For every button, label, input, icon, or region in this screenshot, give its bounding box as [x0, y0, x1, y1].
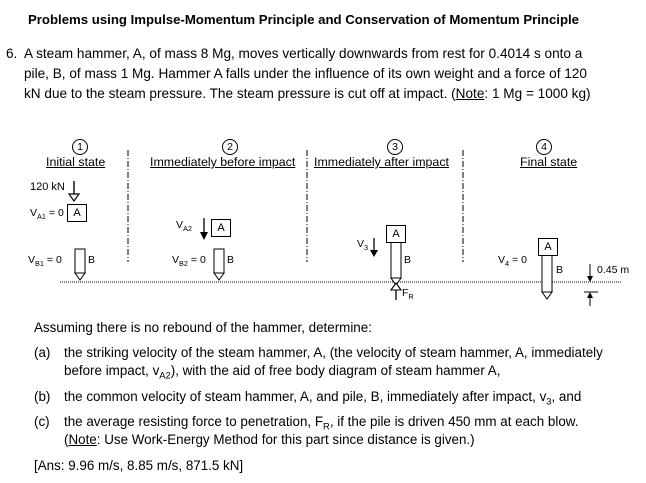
pile-b-label-state3: B: [404, 254, 412, 266]
answer-line: [Ans: 9.96 m/s, 8.85 m/s, 871.5 kN]: [34, 458, 244, 473]
question-b-line: the common velocity of steam hammer, A, and pile, B, immediately after impact, $v_3$, and: [64, 389, 582, 407]
question-a-line-1: the striking velocity of the steam hammer, A, (the velocity of steam hammer, A, immediately: [64, 345, 603, 360]
hammer-a-state2: A: [211, 219, 231, 237]
pile-b-state4: [542, 255, 552, 299]
state-1-number: 1: [72, 139, 88, 155]
velocity-arrow-va2: [200, 218, 208, 240]
question-c-line-1: the average resisting force to penetration, $F_R$, if the pile is driven 450 mm at each blow.: [64, 414, 579, 432]
problem-line-3-text: kN due to the steam pressure. The steam pressure is cut off at impact. (: [24, 86, 456, 101]
question-a-line-2: before impact, $v_{A2}$), with the aid of free body diagram of steam hammer A,: [64, 363, 501, 381]
force-120kn-label: 120 kN: [30, 181, 65, 193]
v4-label: $V_4 = 0$: [498, 254, 527, 269]
pile-b-state2: [214, 249, 224, 280]
velocity-arrow-v3: [370, 238, 378, 257]
problem-line-1: A steam hammer, A, of mass 8 Mg, moves vertically downwards from rest for 0.4014 s onto a: [24, 46, 583, 61]
fr-label: $F_R$: [402, 287, 414, 302]
pile-b-state3: [391, 242, 401, 285]
state-1-label: Initial state: [46, 155, 106, 169]
vb2-label: $V_{B2} = 0$: [172, 254, 206, 269]
state-4-label: Final state: [520, 155, 578, 169]
pile-b-label-state4: B: [556, 264, 564, 276]
vb1-label: $V_{B1} = 0$: [28, 254, 62, 269]
hammer-a-state4: A: [538, 238, 558, 256]
penetration-dimension: [584, 264, 598, 306]
page-title: Problems using Impulse-Momentum Principle and Conservation of Momentum Principle: [28, 12, 580, 27]
state-4-number: 4: [536, 139, 552, 155]
state-3-number: 3: [387, 139, 403, 155]
state-2-number: 2: [222, 139, 238, 155]
pile-b-label-state2: B: [227, 254, 235, 266]
resisting-force-arrow: [391, 283, 401, 300]
penetration-label: 0.45 m: [597, 264, 630, 276]
problem-line-3-end: : 1 Mg = 1000 kg): [484, 86, 591, 101]
question-a-label: (a): [34, 345, 51, 360]
va2-label: $V_{A2}$: [176, 219, 192, 234]
note-word: Note: [455, 86, 485, 101]
problem-line-2: pile, B, of mass 1 Mg. Hammer A falls under the influence of its own weight and a force of 120: [24, 66, 587, 81]
hammer-a-state1: A: [67, 204, 87, 222]
question-c-note: (Note: Use Work-Energy Method for this part since distance is given.): [64, 432, 475, 447]
state-3-label: Immediately after impact: [314, 155, 449, 169]
hammer-a-state3: A: [386, 225, 406, 243]
va1-label: $V_{A1} = 0$: [30, 207, 64, 222]
problem-number: 6.: [6, 46, 18, 61]
state-2-label: Immediately before impact: [150, 155, 296, 169]
pile-b-label-state1: B: [88, 254, 96, 266]
force-arrow-120kn: [69, 181, 79, 201]
v3-label: $V_3$: [357, 238, 369, 253]
question-b-label: (b): [34, 389, 51, 404]
pile-b-state1: [75, 249, 85, 280]
questions-intro: Assuming there is no rebound of the hammer, determine:: [34, 320, 372, 335]
question-c-label: (c): [34, 414, 50, 429]
